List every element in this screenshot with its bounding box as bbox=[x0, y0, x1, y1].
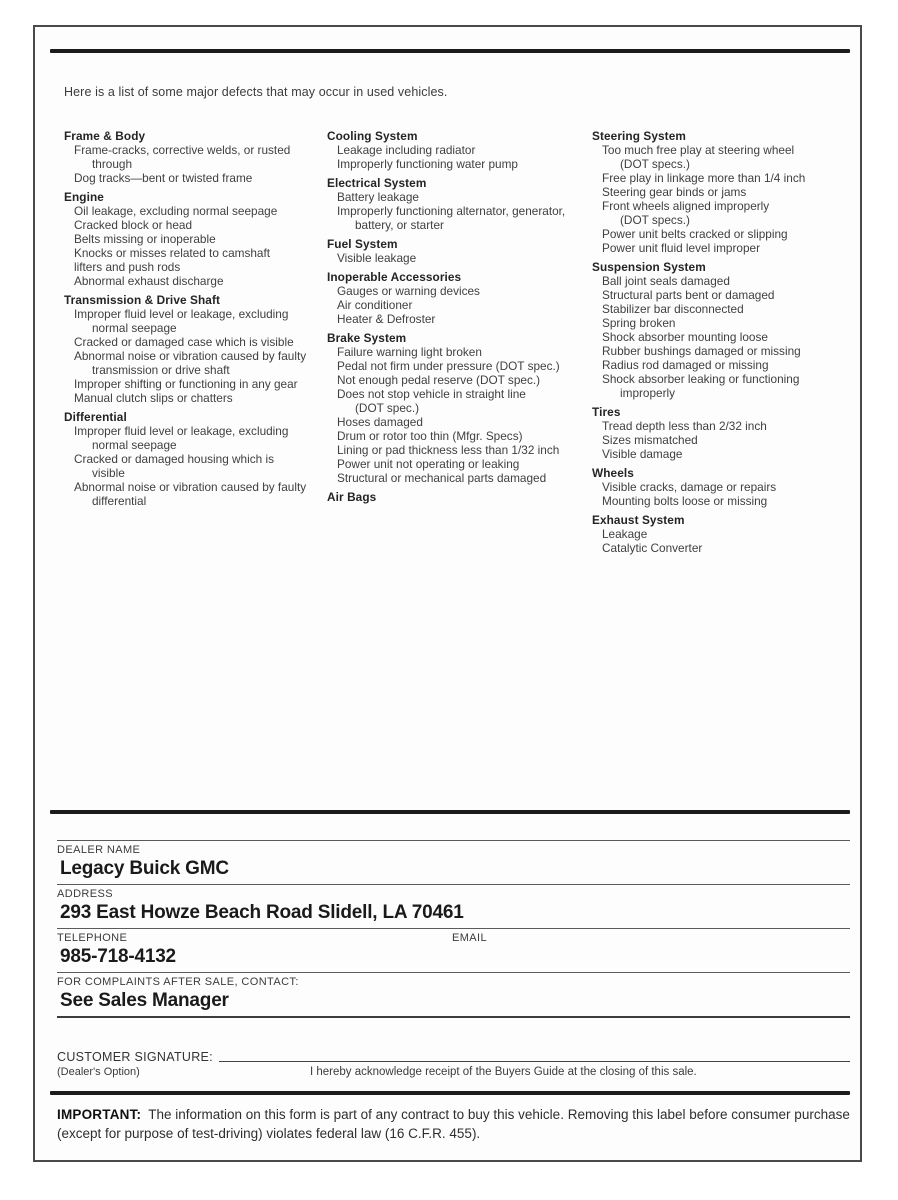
page-sheet bbox=[33, 25, 862, 1162]
signature-block bbox=[57, 1047, 850, 1078]
defect-item-line: Steering gear binds or jams bbox=[602, 185, 747, 199]
section-title: Wheels bbox=[592, 466, 634, 480]
defects-column bbox=[327, 129, 592, 504]
defect-item-line: Frame-cracks, corrective welds, or rusted bbox=[74, 143, 291, 157]
section-title: Brake System bbox=[327, 331, 407, 345]
defect-item-line: normal seepage bbox=[92, 438, 177, 452]
defects-columns bbox=[64, 129, 860, 555]
section-title: Electrical System bbox=[327, 176, 427, 190]
defect-item-line: (DOT specs.) bbox=[620, 157, 690, 171]
defect-item-line: Lining or pad thickness less than 1/32 inch bbox=[337, 443, 560, 457]
telephone-label: TELEPHONE bbox=[57, 932, 128, 944]
defect-item-line: Visible cracks, damage or repairs bbox=[602, 480, 777, 494]
defect-item-line: Rubber bushings damaged or missing bbox=[602, 344, 801, 358]
defect-item-line: Abnormal noise or vibration caused by faulty bbox=[74, 349, 307, 363]
defect-item-line: Improper shifting or functioning in any gear bbox=[74, 377, 298, 391]
dealer-option-note: (Dealer's Option) bbox=[57, 1066, 140, 1078]
defect-item-line: Not enough pedal reserve (DOT spec.) bbox=[337, 373, 541, 387]
defect-item-line: Tread depth less than 2/32 inch bbox=[602, 419, 767, 433]
defect-item-line: Power unit fluid level improper bbox=[602, 241, 761, 255]
defect-item-line: Power unit belts cracked or slipping bbox=[602, 227, 788, 241]
defect-item-line: through bbox=[92, 157, 133, 171]
mid-rule bbox=[50, 810, 850, 814]
defects-column bbox=[592, 129, 860, 555]
important-text: The information on this form is part of any contract to buy this vehicle. Removing this label before consumer purchase (except for purpose of test-driving) violates federal law (16 C.F.R. 455). bbox=[57, 1107, 850, 1141]
section-title: Cooling System bbox=[327, 129, 418, 143]
email-value bbox=[455, 946, 458, 968]
important-rule bbox=[50, 1091, 850, 1095]
defect-item-line: Belts missing or inoperable bbox=[74, 232, 216, 246]
defect-item-line: Improperly functioning water pump bbox=[337, 157, 518, 171]
defect-item-line: Gauges or warning devices bbox=[337, 284, 480, 298]
defect-item-line: Pedal not firm under pressure (DOT spec.) bbox=[337, 359, 560, 373]
defect-item-line: Visible damage bbox=[602, 447, 683, 461]
top-rule bbox=[50, 49, 850, 53]
important-label: IMPORTANT: bbox=[57, 1107, 142, 1122]
section-title: Fuel System bbox=[327, 237, 398, 251]
defect-item-line: Improperly functioning alternator, generator, bbox=[337, 204, 566, 218]
dealer-name-row bbox=[57, 840, 850, 884]
defect-item-line: Mounting bolts loose or missing bbox=[602, 494, 768, 508]
section-title: Tires bbox=[592, 405, 621, 419]
defect-item-line: Air conditioner bbox=[337, 298, 413, 312]
section-title: Inoperable Accessories bbox=[327, 270, 462, 284]
defect-item-line: normal seepage bbox=[92, 321, 177, 335]
defect-item-line: Visible leakage bbox=[337, 251, 417, 265]
defect-item-line: (DOT spec.) bbox=[355, 401, 420, 415]
defect-item-line: visible bbox=[92, 466, 125, 480]
defect-item-line: Drum or rotor too thin (Mfgr. Specs) bbox=[337, 429, 523, 443]
defect-item-line: Front wheels aligned improperly bbox=[602, 199, 770, 213]
defect-item-line: Dog tracks—bent or twisted frame bbox=[74, 171, 253, 185]
defect-item-line: Too much free play at steering wheel bbox=[602, 143, 795, 157]
section-title: Engine bbox=[64, 190, 104, 204]
defects-column bbox=[64, 129, 327, 508]
defect-item-line: Abnormal exhaust discharge bbox=[74, 274, 224, 288]
defect-item-line: Knocks or misses related to camshaft bbox=[74, 246, 271, 260]
defect-item-line: Radius rod damaged or missing bbox=[602, 358, 769, 372]
address-row bbox=[57, 884, 850, 928]
telephone-email-row bbox=[57, 928, 850, 972]
defect-item-line: (DOT specs.) bbox=[620, 213, 690, 227]
defect-item-line: differential bbox=[92, 494, 147, 508]
defect-item-line: Abnormal noise or vibration caused by faulty bbox=[74, 480, 307, 494]
defect-item-line: Battery leakage bbox=[337, 190, 419, 204]
defect-item-line: Oil leakage, excluding normal seepage bbox=[74, 204, 278, 218]
intro-text: Here is a list of some major defects that may occur in used vehicles. bbox=[64, 85, 448, 99]
defect-item-line: Cracked or damaged housing which is bbox=[74, 452, 274, 466]
address-value: 293 East Howze Beach Road Slidell, LA 70461 bbox=[60, 902, 464, 923]
email-label: EMAIL bbox=[452, 932, 488, 944]
complaints-label: FOR COMPLAINTS AFTER SALE, CONTACT: bbox=[57, 976, 299, 988]
defect-item-line: Stabilizer bar disconnected bbox=[602, 302, 744, 316]
section-title: Differential bbox=[64, 410, 127, 424]
complaints-value: See Sales Manager bbox=[60, 990, 229, 1011]
acknowledge-text: I hereby acknowledge receipt of the Buyers Guide at the closing of this sale. bbox=[310, 1066, 697, 1078]
defect-item-line: Structural or mechanical parts damaged bbox=[337, 471, 547, 485]
defect-item-line: Shock absorber leaking or functioning bbox=[602, 372, 800, 386]
defect-item-line: Structural parts bent or damaged bbox=[602, 288, 775, 302]
defect-item-line: lifters and push rods bbox=[74, 260, 181, 274]
defect-item-line: Hoses damaged bbox=[337, 415, 423, 429]
defect-item-line: transmission or drive shaft bbox=[92, 363, 230, 377]
defect-item-line: Improper fluid level or leakage, excluding bbox=[74, 307, 289, 321]
section-title: Steering System bbox=[592, 129, 686, 143]
important-paragraph bbox=[57, 1105, 853, 1143]
telephone-value: 985-718-4132 bbox=[60, 946, 176, 967]
section-title: Transmission & Drive Shaft bbox=[64, 293, 221, 307]
defect-item-line: Manual clutch slips or chatters bbox=[74, 391, 233, 405]
defect-item-line: Leakage including radiator bbox=[337, 143, 476, 157]
defect-item-line: Ball joint seals damaged bbox=[602, 274, 730, 288]
defect-item-line: Sizes mismatched bbox=[602, 433, 698, 447]
section-title: Air Bags bbox=[327, 490, 377, 504]
defect-item-line: Improper fluid level or leakage, excluding bbox=[74, 424, 289, 438]
defect-item-line: Does not stop vehicle in straight line bbox=[337, 387, 526, 401]
section-title: Exhaust System bbox=[592, 513, 685, 527]
defect-item-line: Cracked block or head bbox=[74, 218, 193, 232]
dealer-form bbox=[57, 840, 850, 1078]
defect-item-line: Cracked or damaged case which is visible bbox=[74, 335, 294, 349]
defect-item-line: Heater & Defroster bbox=[337, 312, 436, 326]
defect-item-line: Failure warning light broken bbox=[337, 345, 482, 359]
customer-signature-label: CUSTOMER SIGNATURE: bbox=[57, 1050, 213, 1064]
defect-item-line: Leakage bbox=[602, 527, 648, 541]
defect-item-line: battery, or starter bbox=[355, 218, 444, 232]
dealer-name-label: DEALER NAME bbox=[57, 844, 141, 856]
defect-item-line: Shock absorber mounting loose bbox=[602, 330, 768, 344]
complaints-row bbox=[57, 972, 850, 1018]
defect-item-line: improperly bbox=[620, 386, 676, 400]
signature-line[interactable] bbox=[219, 1047, 850, 1062]
dealer-name-value: Legacy Buick GMC bbox=[60, 858, 229, 879]
defect-item-line: Power unit not operating or leaking bbox=[337, 457, 520, 471]
defect-item-line: Spring broken bbox=[602, 316, 676, 330]
defect-item-line: Free play in linkage more than 1/4 inch bbox=[602, 171, 806, 185]
defect-item-line: Catalytic Converter bbox=[602, 541, 703, 555]
address-label: ADDRESS bbox=[57, 888, 113, 900]
section-title: Suspension System bbox=[592, 260, 706, 274]
section-title: Frame & Body bbox=[64, 129, 146, 143]
